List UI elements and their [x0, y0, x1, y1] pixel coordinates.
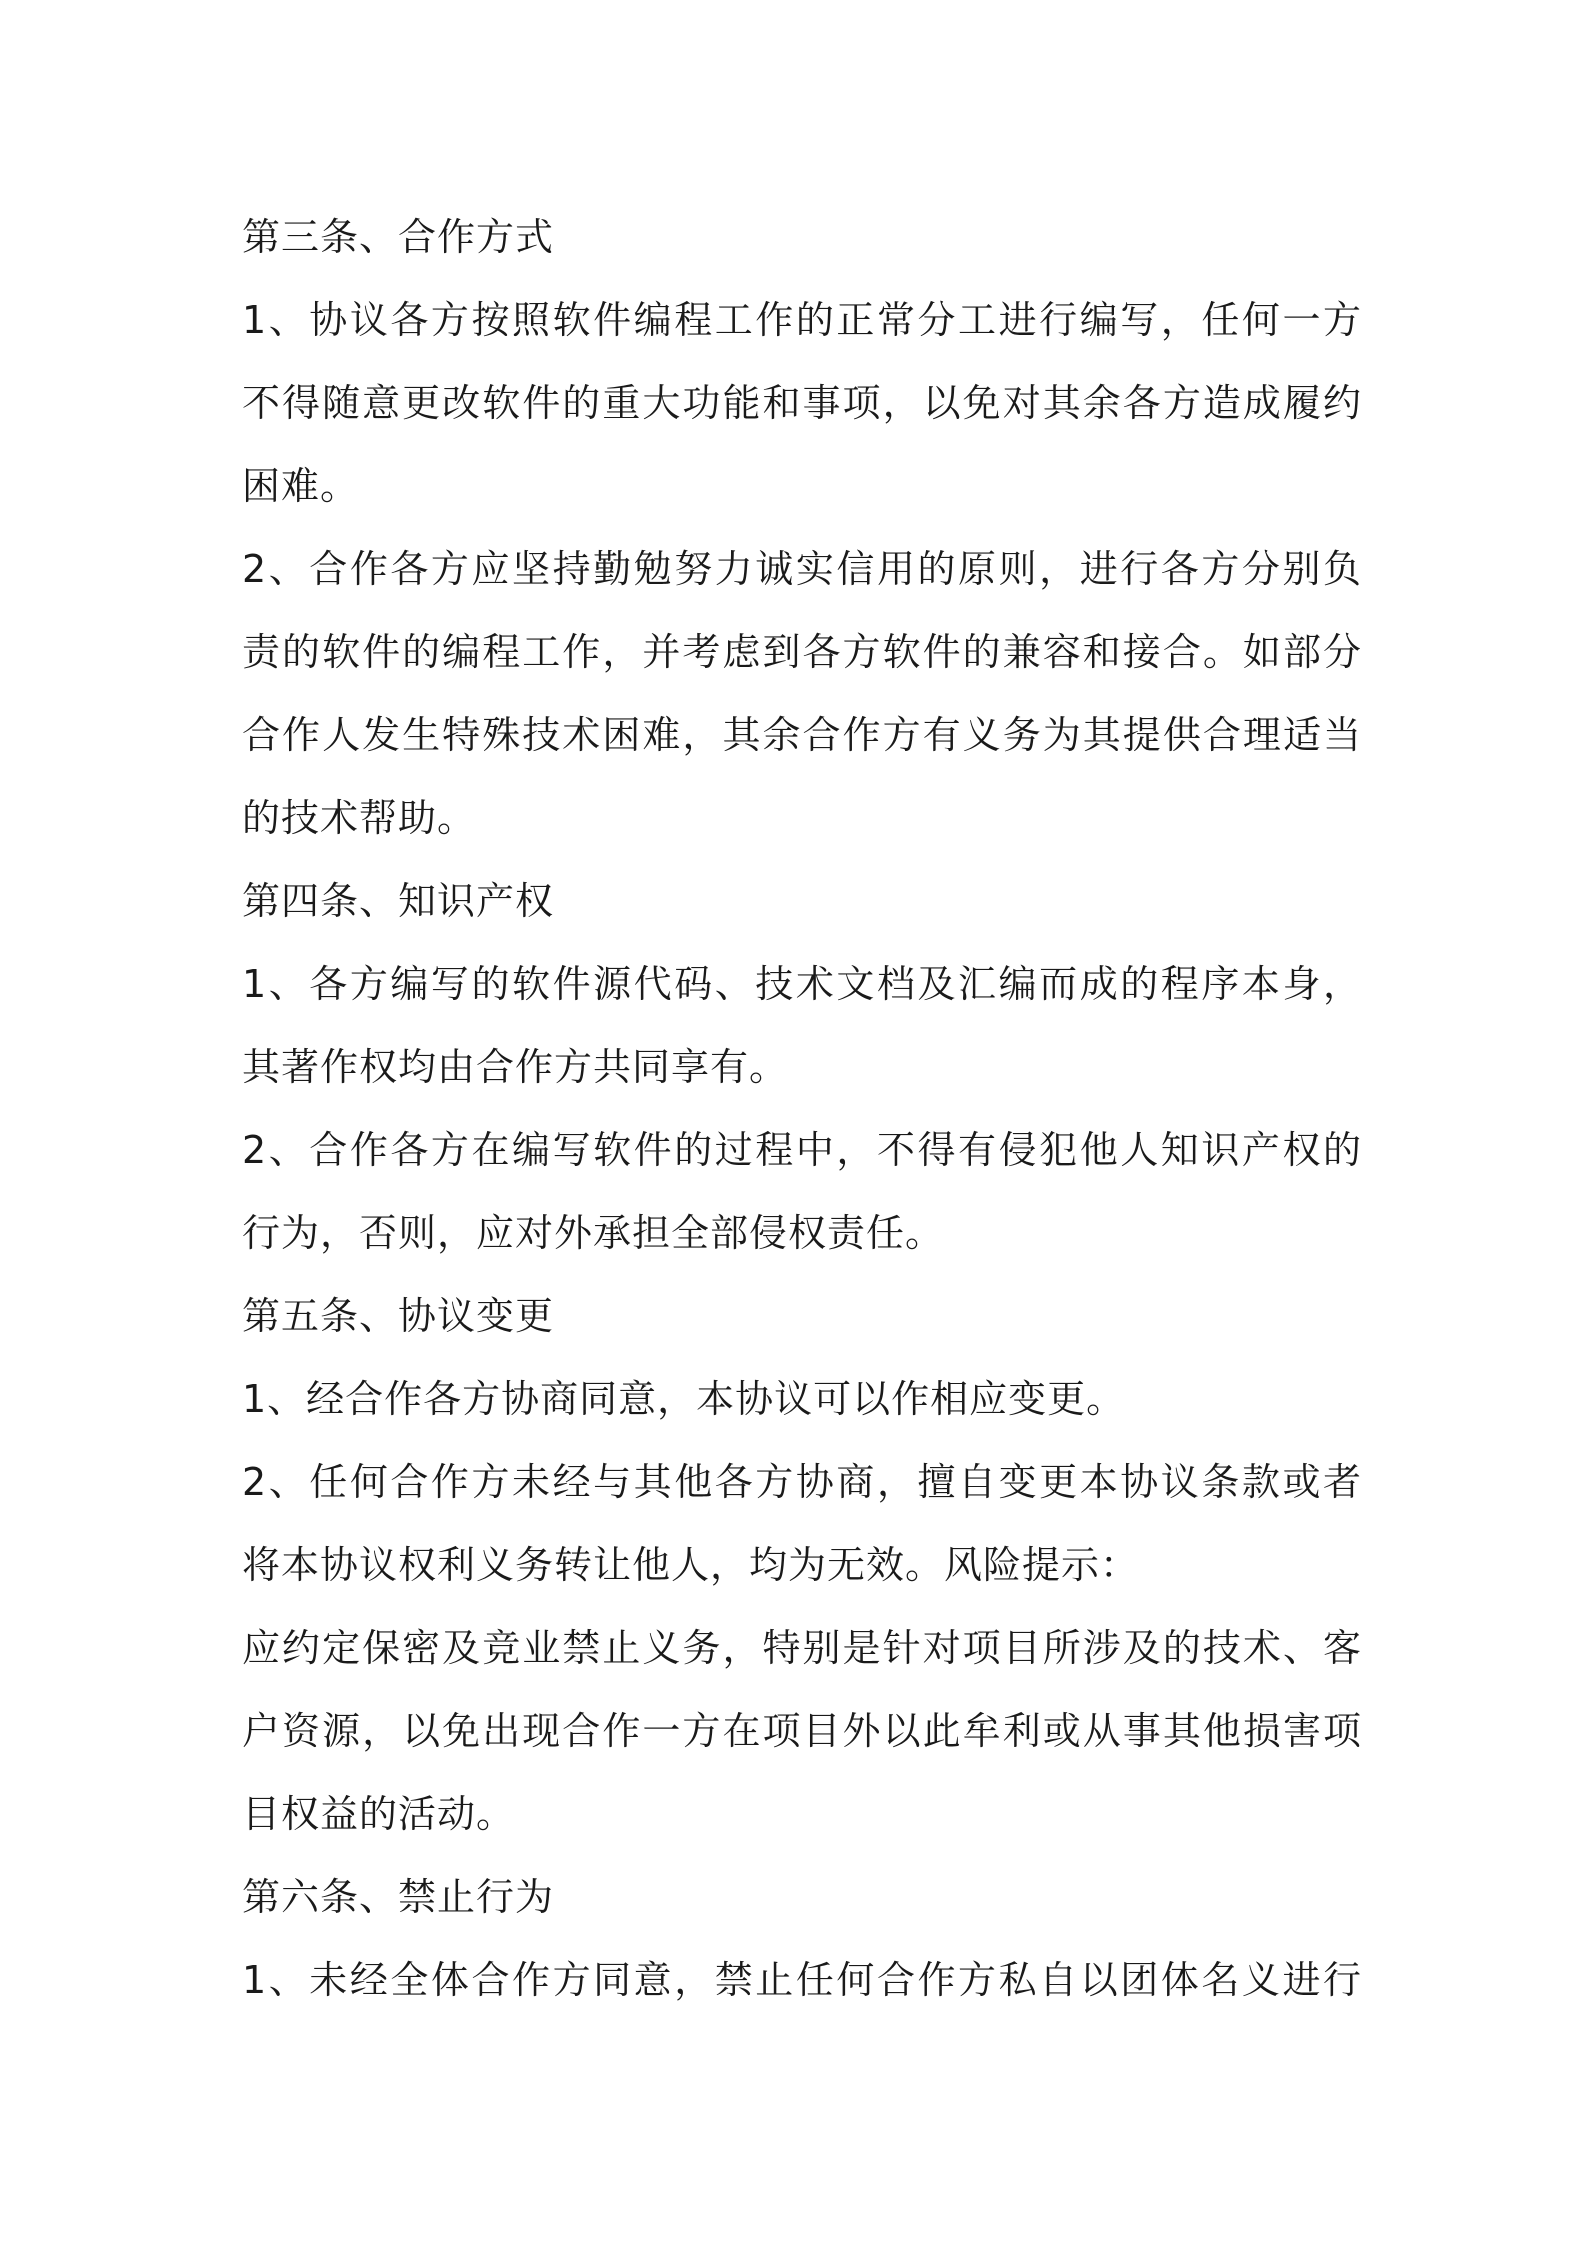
- paragraph-line: 困难。: [242, 464, 360, 508]
- paragraph-line: 将本协议权利义务转让他人，均为无效。风险提示：: [242, 1543, 1140, 1587]
- risk-note-line: 户资源，以免出现合作一方在项目外以此牟利或从事其他损害项: [242, 1709, 1362, 1753]
- section-heading-article-6: 第六条、禁止行为: [242, 1875, 555, 1919]
- paragraph-line: 的技术帮助。: [242, 796, 477, 840]
- paragraph-line: 合作人发生特殊技术困难，其余合作方有义务为其提供合理适当: [242, 713, 1362, 757]
- paragraph-line: 2、合作各方在编写软件的过程中，不得有侵犯他人知识产权的: [242, 1128, 1362, 1172]
- section-heading-article-4: 第四条、知识产权: [242, 879, 555, 923]
- section-heading-article-3: 第三条、合作方式: [242, 215, 555, 259]
- paragraph-line: 1、协议各方按照软件编程工作的正常分工进行编写，任何一方: [242, 298, 1362, 342]
- paragraph-line: 2、合作各方应坚持勤勉努力诚实信用的原则，进行各方分别负: [242, 547, 1362, 591]
- risk-note-line: 应约定保密及竞业禁止义务，特别是针对项目所涉及的技术、客: [242, 1626, 1362, 1670]
- paragraph-line: 1、各方编写的软件源代码、技术文档及汇编而成的程序本身，: [242, 962, 1362, 1006]
- paragraph-line: 2、任何合作方未经与其他各方协商，擅自变更本协议条款或者: [242, 1460, 1362, 1504]
- paragraph-line: 其著作权均由合作方共同享有。: [242, 1045, 789, 1089]
- section-heading-article-5: 第五条、协议变更: [242, 1294, 555, 1338]
- risk-note-line: 目权益的活动。: [242, 1792, 516, 1836]
- paragraph-line: 1、经合作各方协商同意，本协议可以作相应变更。: [242, 1377, 1126, 1421]
- paragraph-line: 行为，否则，应对外承担全部侵权责任。: [242, 1211, 945, 1255]
- paragraph-line: 责的软件的编程工作，并考虑到各方软件的兼容和接合。如部分: [242, 630, 1362, 674]
- paragraph-line: 1、未经全体合作方同意，禁止任何合作方私自以团体名义进行: [242, 1958, 1362, 2002]
- document-body: [242, 196, 1362, 2022]
- paragraph-line: 不得随意更改软件的重大功能和事项，以免对其余各方造成履约: [242, 381, 1362, 425]
